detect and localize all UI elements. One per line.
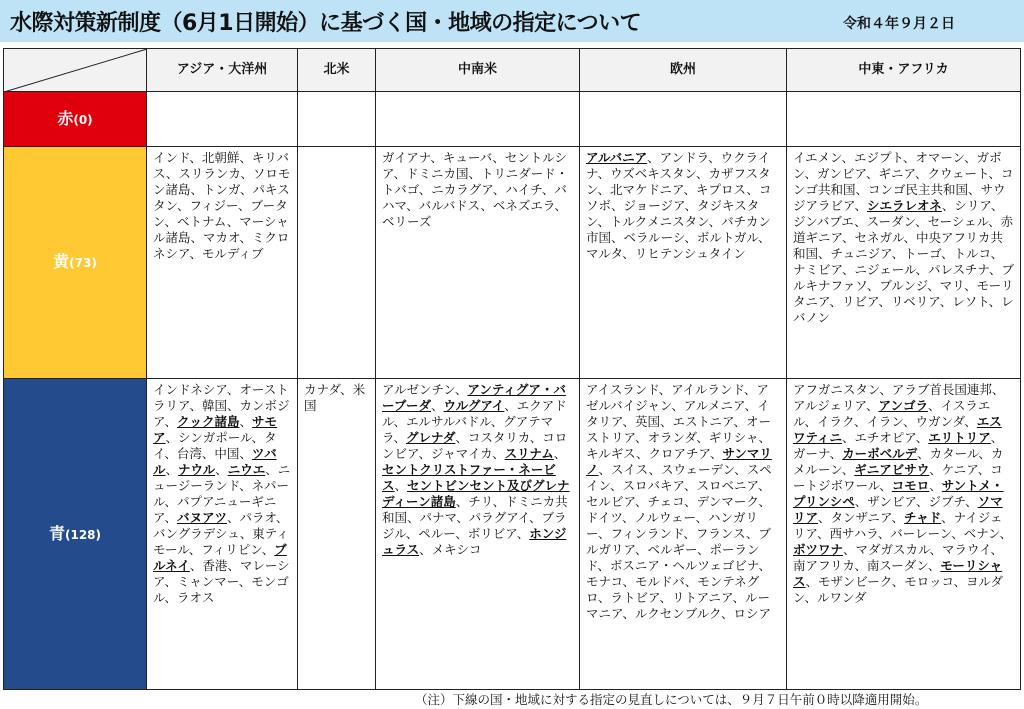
red-middle-east-africa-cell xyxy=(787,92,1021,147)
blue-north-america-cell: カナダ、米国 xyxy=(298,379,376,690)
designation-table xyxy=(3,48,1021,690)
underlined-country: ウルグアイ xyxy=(443,398,505,413)
yellow-europe-cell xyxy=(580,147,787,379)
country-list: アルゼンチン、 xyxy=(382,382,468,397)
underlined-country: エリトリア xyxy=(928,430,991,445)
column-header-asia: アジア・大洋州 xyxy=(147,49,298,92)
country-list: 、イスラエル、イラク、イラン、ウガンダ、 xyxy=(793,398,991,429)
underlined-country: セントクリストファー・ネービス xyxy=(382,462,556,493)
country-list: 、ザンビア、ジブチ、 xyxy=(854,494,978,509)
yellow-label: 黄 xyxy=(53,252,70,271)
red-asia-cell xyxy=(147,92,298,147)
yellow-label-cell xyxy=(4,147,147,379)
red-label: 赤 xyxy=(57,108,74,128)
row-blue xyxy=(4,379,1021,690)
country-list: 、タンザニア、 xyxy=(818,510,905,525)
country-list: 、アンドラ、ウクライナ、ウズベキスタン、カザフスタン、北マケドニア、キプロス、コソボ、ジョージア、タジキスタン、トルクメニスタン、バチカン市国、ベラルーシ、ボルトガル、マルタ、リヒテンシュタイン xyxy=(586,150,772,261)
red-count: (0) xyxy=(73,112,93,127)
yellow-latin-america-cell: ガイアナ、キューバ、セントルシア、ドミニカ国、トリニダード・トバゴ、ニカラグア、ハイチ、バハマ、バルバドス、ベネズエラ、ベリーズ xyxy=(376,147,580,379)
country-list: 、スイス、スウェーデン、スペイン、スロバキア、スロベニア、セルビア、チェコ、デンマーク、ドイツ、ノルウェー、ハンガリー、フィンランド、フランス、ブルガリア、ベルギー、ポーランド、ボスニア・ヘルツェゴビナ、モナコ、モルドバ、モンテネグロ、ラトビア、リトアニア、ルーマニア、ルクセンブルク、ロシア xyxy=(586,462,772,621)
country-list: 、パラオ、バングラデシュ、東ティモール、フィリピン、 xyxy=(153,510,289,557)
blue-label: 青 xyxy=(48,523,65,543)
underlined-country: アンティグア・バーブーダ xyxy=(382,382,566,413)
country-list: 、モザンビーク、モロッコ、ヨルダン、ルワンダ xyxy=(793,574,1004,605)
red-europe-cell xyxy=(580,92,787,147)
page-title: 水際対策新制度（6月1日開始）に基づく国・地域の指定について xyxy=(10,11,642,36)
date-label: 令和４年９月２日 xyxy=(843,16,955,32)
underlined-country: ソマリア xyxy=(793,494,1003,525)
column-header-europe: 欧州 xyxy=(580,49,787,92)
header-bar xyxy=(0,0,1024,42)
country-list: 、マダガスカル、マラウイ、南アフリカ、南スーダン、 xyxy=(793,542,1004,573)
underlined-country: ホンジュラス xyxy=(382,526,567,557)
country-list: アイスランド、アイルランド、アゼルバイジャン、アルメニア、イタリア、英国、エストニア、オーストリア、オランダ、ギリシャ、キルギス、クロアチア、 xyxy=(586,382,772,461)
blue-latin-america-cell xyxy=(376,379,580,690)
underlined-country: サンマリノ xyxy=(586,446,772,477)
underlined-country: バヌアツ xyxy=(177,510,228,525)
country-list: 、エチオピア、 xyxy=(842,430,929,445)
red-label-cell xyxy=(4,92,147,147)
underlined-country: スリナム xyxy=(504,446,554,461)
underlined-country: ギニアビサウ xyxy=(854,462,930,477)
country-list: 、ナイジェリア、西サハラ、バーレーン、ベナン、 xyxy=(793,510,1013,541)
underlined-country: セントビンセント及びグレナディーン諸島 xyxy=(382,478,570,509)
country-list: アフガニスタン、アラブ首長国連邦、アルジェリア、 xyxy=(793,382,1005,413)
underlined-country: ナウル xyxy=(178,462,216,477)
country-list: 、メキシコ xyxy=(419,542,482,557)
underlined-country: サモア xyxy=(153,414,278,445)
country-list: 、シリア、ジンバブエ、スーダン、セーシェル、赤道ギニア、セネガル、中央アフリカ共和国、チュニジア、トーゴ、トルコ、ナミビア、ニジェール、パレスチナ、ブルキナファソ、ブルンジ、マリ、モーリタニア、リビア、リベリア、レソト、レバノン xyxy=(793,198,1015,325)
underlined-country: コモロ xyxy=(891,478,930,493)
underlined-country: ニウエ xyxy=(227,462,266,477)
country-list: イエメン、エジプト、オマーン、ガボン、ガンビア、ギニア、クウェート、コンゴ共和国、コンゴ民主共和国、サウジアラビア、 xyxy=(793,150,1014,213)
country-list: 、シンガポール、タイ、台湾、中国、 xyxy=(153,430,277,461)
column-header-north-america: 北米 xyxy=(298,49,376,92)
country-list: 、 xyxy=(431,398,444,413)
underlined-country: ボツワナ xyxy=(793,542,844,557)
underlined-country: カーボベルデ xyxy=(842,446,918,461)
footnote: （注）下線の国・地域に対する指定の見直しについては、９月７日午前０時以降適用開始。 xyxy=(415,692,928,707)
country-list: 、ニュージーランド、ネパール、パプアニューギニア、 xyxy=(153,462,291,525)
country-list: 、香港、マレーシア、ミャンマー、モンゴル、ラオス xyxy=(153,558,290,605)
blue-count: (128) xyxy=(64,527,102,542)
corner-cell xyxy=(4,49,147,92)
country-list: 、 xyxy=(215,462,228,477)
underlined-country: グレナダ xyxy=(406,430,456,445)
country-list: 、 xyxy=(239,414,253,429)
row-yellow xyxy=(4,147,1021,379)
underlined-country: アルバニア xyxy=(586,150,648,165)
underlined-country: エスワティニ xyxy=(793,414,1002,445)
underlined-country: チャド xyxy=(904,510,942,525)
blue-europe-cell xyxy=(580,379,787,690)
blue-middle-east-africa-cell xyxy=(787,379,1021,690)
yellow-middle-east-africa-cell xyxy=(787,147,1021,379)
underlined-country: ツバル xyxy=(153,446,277,477)
country-list: 、 xyxy=(394,478,408,493)
underlined-country: アンゴラ xyxy=(878,398,928,413)
underlined-country: シエラレオネ xyxy=(867,198,942,213)
yellow-north-america-cell xyxy=(298,147,376,379)
country-list: 、カタール、カメルーン、 xyxy=(793,446,1004,477)
underlined-country: ブルネイ xyxy=(153,542,287,573)
country-list: 、ガーナ、 xyxy=(793,430,1004,461)
country-list: 、 xyxy=(165,462,179,477)
underlined-country: モーリシャス xyxy=(793,558,1003,589)
country-list: 、エクアドル、エルサルバドル、グアテマラ、 xyxy=(382,398,567,445)
blue-label-cell xyxy=(4,379,147,690)
yellow-count: (73) xyxy=(69,256,97,270)
yellow-asia-cell: インド、北朝鮮、キリバス、スリランカ、ソロモン諸島、トンガ、パキスタン、フィジー、ブータン、ベトナム、マーシャル諸島、マカオ、ミクロネシア、モルディブ xyxy=(147,147,298,379)
blue-asia-cell xyxy=(147,379,298,690)
country-list: 、チリ、ドミニカ共和国、パナマ、パラグアイ、ブラジル、ペルー、ボリビア、 xyxy=(382,494,568,541)
country-list: インドネシア、オーストラリア、韓国、カンボジア、 xyxy=(153,382,290,429)
red-latin-america-cell xyxy=(376,92,580,147)
country-list: 、コスタリカ、コロンビア、ジャマイカ、 xyxy=(382,430,568,461)
diagonal-line xyxy=(4,49,147,92)
column-header-middle-east-africa: 中東・アフリカ xyxy=(787,49,1021,92)
underlined-country: クック諸島 xyxy=(177,414,240,429)
country-list: 、ケニア、コートジボワール、 xyxy=(793,462,1003,493)
red-north-america-cell xyxy=(298,92,376,147)
country-list: 、 xyxy=(929,478,942,493)
underlined-country: サントメ・プリンシペ xyxy=(793,478,1004,509)
row-red xyxy=(4,92,1021,147)
column-header-latin-america: 中南米 xyxy=(376,49,580,92)
country-list: 、 xyxy=(553,446,567,461)
